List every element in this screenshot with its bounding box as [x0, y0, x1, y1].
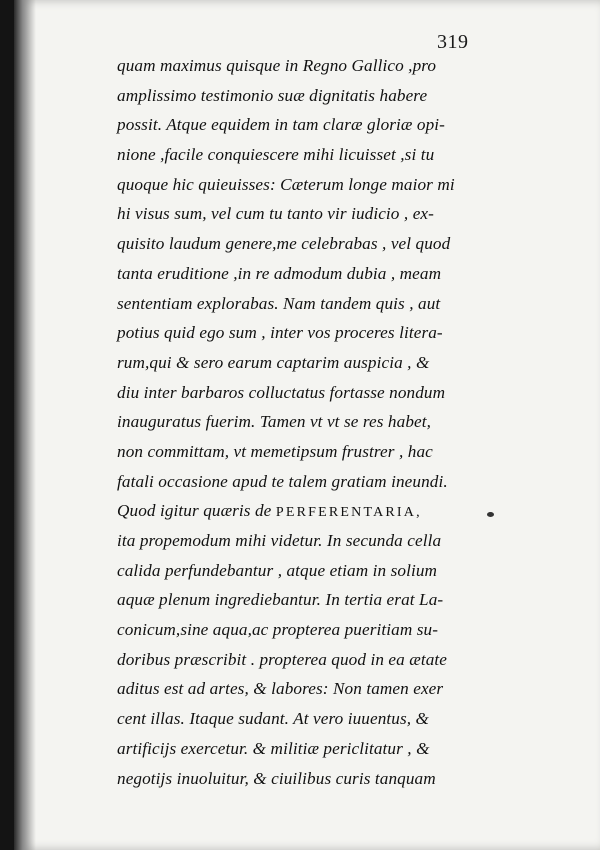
text-line: rum,qui & sero earum captarim auspicia , &: [117, 352, 430, 372]
text-line: non committam, vt memetipsum frustrer , hac: [117, 441, 433, 461]
text-line: artificijs exercetur. & militiæ periclitatur , &: [117, 738, 430, 758]
line-lead-text: Quod igitur quæris de: [117, 501, 272, 521]
text-line: diu inter barbaros colluctatus fortasse nondum: [117, 382, 446, 402]
text-line: hi visus sum, vel cum tu tanto vir iudicio , ex-: [117, 204, 434, 224]
body-text: [117, 51, 482, 793]
page-number: 319: [437, 31, 469, 53]
text-line: inauguratus fuerim. Tamen vt vt se res habet,: [117, 412, 432, 432]
text-line: aquæ plenum ingrediebantur. In tertia erat La-: [117, 590, 444, 610]
text-line: fatali occasione apud te talem gratiam ineundi.: [117, 471, 448, 491]
ink-speck: [487, 512, 494, 517]
text-line: quam maximus quisque in Regno Gallico ,pro: [117, 56, 437, 75]
text-line: potius quid ego sum , inter vos proceres litera-: [117, 323, 443, 343]
text-line: aditus est ad artes, & labores: Non tamen exer: [117, 679, 444, 699]
text-line: negotijs inuoluitur, & ciuilibus curis tanquam: [117, 768, 436, 788]
text-line: cent illas. Itaque sudant. At vero iuuentus, &: [117, 709, 430, 729]
text-line: quoque hic quieuisses: Cæterum longe maior mi: [117, 174, 455, 194]
text-line: doribus præscribit . propterea quod in ea ætate: [117, 649, 447, 669]
text-line: quisito laudum genere,me celebrabas , vel quod: [117, 234, 451, 254]
text-line: [117, 496, 482, 526]
text-line: tanta eruditione ,in re admodum dubia , meam: [117, 263, 442, 283]
text-line: sententiam explorabas. Nam tandem quis , aut: [117, 293, 441, 313]
text-line: ita propemodum mihi videtur. In secunda cella: [117, 531, 442, 550]
spaced-term: PERFERENTARIA,: [275, 505, 422, 521]
binding-shadow: [14, 0, 36, 850]
text-line: conicum,sine aqua,ac propterea pueritiam su-: [117, 620, 439, 640]
text-line: amplissimo testimonio suæ dignitatis habere: [117, 85, 428, 105]
text-line: nione ,facile conquiescere mihi licuisset ,si tu: [117, 145, 435, 165]
book-page: [14, 0, 600, 850]
text-line: possit. Atque equidem in tam claræ gloriæ opi-: [117, 115, 445, 135]
text-line: calida perfundebantur , atque etiam in solium: [117, 560, 438, 580]
